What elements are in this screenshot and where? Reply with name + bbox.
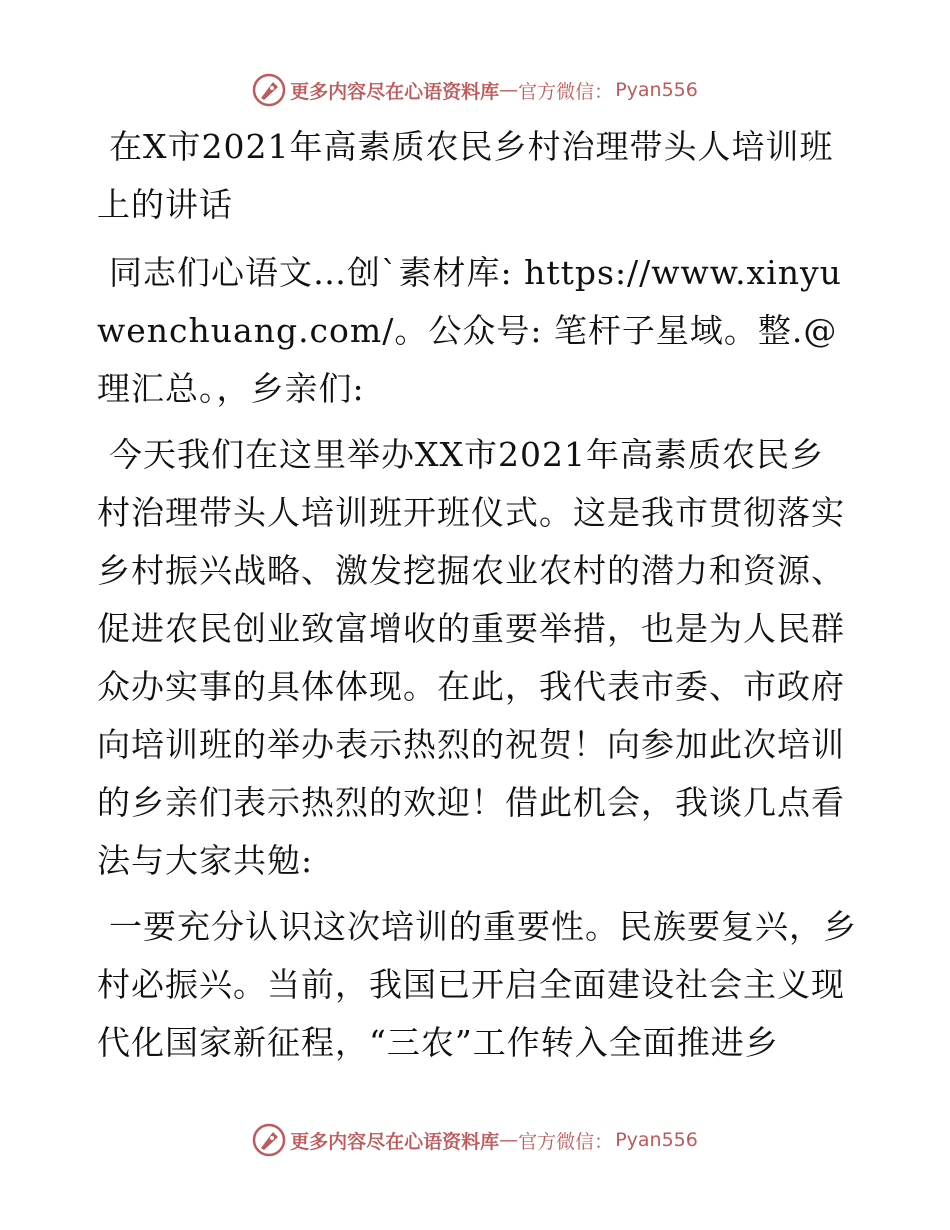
document-title: 在X市2021年高素质农民乡村治理带头人培训班上的讲话	[97, 127, 834, 224]
watermark-banner-top	[0, 70, 950, 110]
paragraph-3: 一要充分认识这次培训的重要性。民族要复兴，乡村必振兴。当前，我国已开启全面建设社会主义现代化国家新征程，“三农”工作转入全面推进乡	[97, 907, 857, 1062]
watermark-site-text: 更多内容尽在心语资料库	[290, 1130, 500, 1153]
pen-nib-icon	[252, 1123, 286, 1157]
watermark-site-text: 更多内容尽在心语资料库	[290, 80, 500, 103]
watermark-wechat-id: Pyan556	[615, 1129, 698, 1151]
watermark-wechat-label: 官方微信：	[518, 1130, 614, 1153]
watermark-dash: —	[499, 79, 519, 101]
watermark-banner-bottom	[0, 1120, 950, 1160]
document-body	[97, 118, 857, 1080]
paragraph-1: 同志们心语文…创`素材库: https://www.xinyuwenchuang.com/。公众号: 笔杆子星域。整.@理汇总。，乡亲们:	[97, 253, 842, 408]
watermark-wechat-id: Pyan556	[615, 79, 698, 101]
paragraph-2: 今天我们在这里举办XX市2021年高素质农民乡村治理带头人培训班开班仪式。这是我市贯彻落实乡村振兴战略、激发挖掘农业农村的潜力和资源、促进农民创业致富增收的重要举措，也是为人民群众办实事的具体体现。在此，我代表市委、市政府向培训班的举办表示热烈的祝贺！向参加此次培训的乡亲们表示热烈的欢迎！借此机会，我谈几点看法与大家共勉:	[97, 435, 845, 880]
watermark-wechat-label: 官方微信：	[518, 80, 614, 103]
pen-nib-icon	[252, 73, 286, 107]
watermark-dash: —	[499, 1129, 519, 1151]
